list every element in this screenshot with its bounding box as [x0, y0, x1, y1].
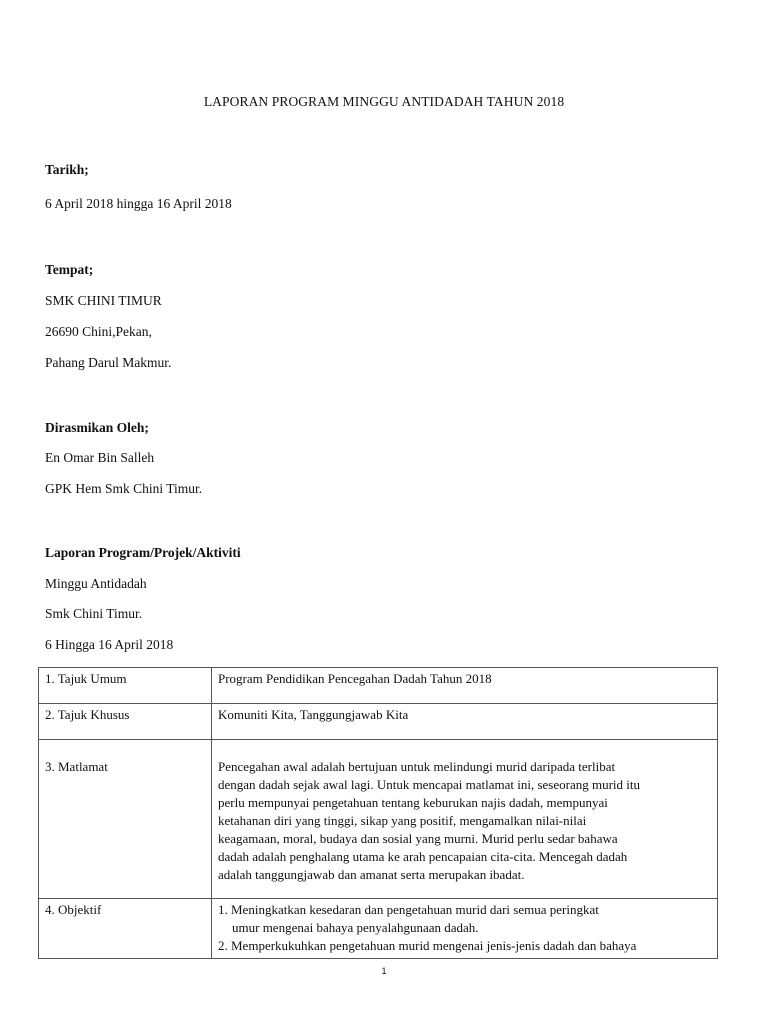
place-line: SMK CHINI TIMUR — [45, 293, 162, 308]
report-line: 6 Hingga 16 April 2018 — [45, 637, 174, 652]
objective-line: 1. Meningkatkan kesedaran dan pengetahuan murid dari semua peringkat — [218, 902, 599, 917]
report-heading: Laporan Program/Projek/Aktiviti — [45, 545, 241, 560]
page-number: 1 — [381, 966, 387, 976]
row-label: 4. Objektif — [39, 899, 212, 959]
row-value-objectives — [212, 899, 718, 959]
objective-line: 2. Memperkukuhkan pengetahuan murid mengenai jenis-jenis dadah dan bahaya — [218, 938, 637, 953]
table-row — [39, 899, 718, 959]
row-label: 3. Matlamat — [39, 740, 212, 899]
row-value-paragraph — [212, 740, 718, 899]
report-line: Smk Chini Timur. — [45, 606, 143, 621]
report-line: Minggu Antidadah — [45, 576, 147, 591]
row-value: Program Pendidikan Pencegahan Dadah Tahun 2018 — [212, 668, 718, 704]
date-value: 6 April 2018 hingga 16 April 2018 — [45, 196, 232, 211]
document-title: LAPORAN PROGRAM MINGGU ANTIDADAH TAHUN 2018 — [203, 94, 565, 109]
row-label: 1. Tajuk Umum — [39, 668, 212, 704]
paragraph-line: adalah tanggungjawab dan amanat serta merupakan ibadat. — [218, 867, 525, 882]
table-row — [39, 668, 718, 704]
place-heading: Tempat; — [45, 262, 94, 277]
objective-line: umur mengenai bahaya penyalahgunaan dadah. — [232, 920, 479, 935]
official-line: En Omar Bin Salleh — [45, 450, 155, 465]
paragraph-line: dengan dadah sejak awal lagi. Untuk mencapai matlamat ini, seseorang murid itu — [218, 777, 641, 792]
official-heading: Dirasmikan Oleh; — [45, 420, 149, 435]
row-value: Komuniti Kita, Tanggungjawab Kita — [212, 704, 718, 740]
paragraph-line: ketahanan diri yang tinggi, sikap yang positif, mengamalkan nilai-nilai — [218, 813, 587, 828]
place-line: 26690 Chini,Pekan, — [45, 324, 152, 339]
date-heading: Tarikh; — [45, 162, 89, 177]
paragraph-line: Pencegahan awal adalah bertujuan untuk melindungi murid daripada terlibat — [218, 759, 616, 774]
place-line: Pahang Darul Makmur. — [45, 355, 172, 370]
paragraph-line: dadah adalah penghalang utama ke arah pencapaian cita-cita. Mencegah dadah — [218, 849, 628, 864]
paragraph-line: perlu mempunyai pengetahuan tentang keburukan najis dadah, mempunyai — [218, 795, 608, 810]
program-info-table — [38, 667, 718, 959]
table-row — [39, 740, 718, 899]
table-row — [39, 704, 718, 740]
row-label: 2. Tajuk Khusus — [39, 704, 212, 740]
official-line: GPK Hem Smk Chini Timur. — [45, 481, 203, 496]
paragraph-line: keagamaan, moral, budaya dan sosial yang murni. Murid perlu sedar bahawa — [218, 831, 618, 846]
